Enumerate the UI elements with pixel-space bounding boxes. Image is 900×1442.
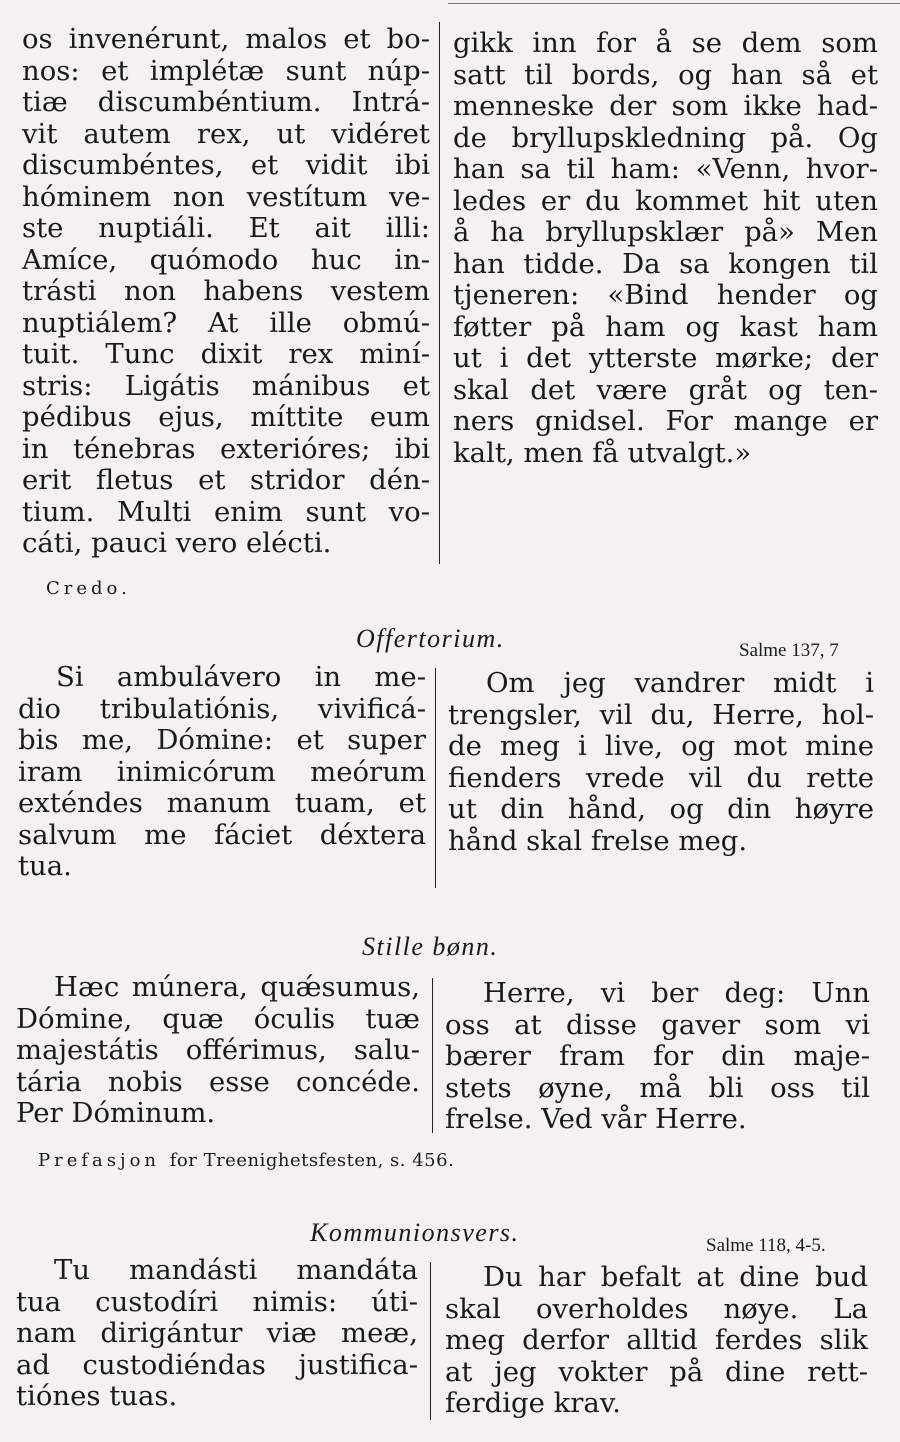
- text-line: majestátis offérimus, salu-: [16, 1034, 420, 1066]
- text-line: Per Dóminum.: [16, 1097, 216, 1129]
- text-line: Du har befalt at dine bud: [483, 1261, 868, 1293]
- text-line: Amíce, quómodo huc in-: [22, 243, 430, 276]
- text-line: at jeg vokter på dine rett-: [445, 1355, 868, 1388]
- text-line: os invenérunt, malos et bo-: [22, 23, 430, 55]
- text-line: salvum me fáciet déxtera: [18, 818, 426, 851]
- text-line: discumbéntes, et vidit ibi: [22, 149, 430, 181]
- text-line: kalt, men få utvalgt.»: [453, 436, 752, 469]
- gospel-norwegian-column: [453, 28, 878, 469]
- text-line: Tu mandásti mandáta: [54, 1254, 418, 1286]
- text-line: erit fletus et stridor dén-: [22, 464, 430, 496]
- column-divider: [430, 1262, 431, 1420]
- text-line: gikk inn for å se dem som: [453, 27, 878, 59]
- text-line: tária nobis esse concéde.: [16, 1065, 420, 1098]
- column-divider: [435, 668, 436, 888]
- offertorium-reference: Salme 137, 7: [739, 640, 839, 661]
- text-line: hånd skal frelse meg.: [448, 824, 748, 857]
- text-line: iram inimicórum meórum: [18, 755, 426, 788]
- secreta-latin-column: [16, 972, 420, 1130]
- text-line: oss at disse gaver som vi: [445, 1008, 870, 1041]
- text-line: å ha bryllupsklær på» Men: [453, 216, 878, 248]
- gospel-latin-column: [22, 24, 430, 560]
- text-line: trásti non habens vestem: [22, 275, 430, 307]
- text-line: exténdes manum tuam, et: [18, 787, 426, 819]
- text-line: meg derfor alltid ferdes slik: [445, 1324, 868, 1356]
- text-line: nos: et implétæ sunt núp-: [22, 54, 430, 87]
- text-line: ad custodiéndas justifica-: [16, 1348, 418, 1381]
- text-line: tuit. Tunc dixit rex miní-: [22, 338, 430, 370]
- text-line: nuptiálem? At ille obmú-: [22, 306, 430, 339]
- text-line: Om jeg vandrer midt i: [486, 667, 874, 699]
- offertorium-latin-column: [18, 662, 426, 883]
- text-line: ut i det ytterste mørke; der: [453, 342, 878, 374]
- prefasjon-rest: for Treenighetsfesten, s. 456.: [169, 1150, 455, 1171]
- text-line: skal det være gråt og ten-: [453, 373, 878, 406]
- text-line: Si ambulávero in me-: [56, 661, 426, 693]
- communio-norwegian-column: [445, 1262, 868, 1420]
- text-line: cáti, pauci vero elécti.: [22, 527, 332, 559]
- text-line: Herre, vi ber deg: Unn: [483, 977, 870, 1009]
- text-line: de meg i live, og mot mine: [448, 730, 874, 762]
- text-line: bis me, Dómine: et super: [18, 724, 426, 756]
- text-line: tua custodíri nimis: úti-: [16, 1285, 418, 1318]
- text-line: ners gnidsel. For mange er: [453, 405, 878, 437]
- text-line: bærer fram for din maje-: [445, 1040, 870, 1072]
- prefasjon-spaced: Prefasjon: [38, 1150, 161, 1171]
- prefasjon-rubric: [38, 1150, 454, 1171]
- text-line: frelse. Ved vår Herre.: [445, 1103, 747, 1135]
- text-line: han tidde. Da sa kongen til: [453, 247, 878, 280]
- text-line: menneske der som ikke had-: [453, 90, 878, 122]
- column-divider: [439, 22, 440, 564]
- text-line: tiæ discumbéntium. Intrá-: [22, 86, 430, 118]
- communio-reference: Salme 118, 4-5.: [706, 1235, 826, 1256]
- credo-rubric: Credo.: [46, 578, 131, 599]
- text-line: tium. Multi enim sunt vo-: [22, 495, 430, 528]
- secreta-norwegian-column: [445, 978, 870, 1136]
- text-line: satt til bords, og han så et: [453, 58, 878, 91]
- text-line: ledes er du kommet hit uten: [453, 184, 878, 217]
- offertorium-heading: Offertorium.: [356, 624, 505, 653]
- text-line: de bryllupskledning på. Og: [453, 121, 878, 154]
- text-line: Hæc múnera, quǽsumus,: [54, 971, 420, 1003]
- top-rule: [448, 3, 900, 4]
- text-line: in ténebras exterióres; ibi: [22, 432, 430, 465]
- column-divider: [432, 978, 433, 1133]
- text-line: skal overholdes nøye. La: [445, 1292, 868, 1325]
- text-line: ut din hånd, og din høyre: [448, 793, 874, 825]
- communio-heading: Kommunionsvers.: [310, 1218, 520, 1247]
- text-line: føtter på ham og kast ham: [453, 310, 878, 343]
- text-line: pédibus ejus, míttite eum: [22, 401, 430, 433]
- secreta-heading: Stille bønn.: [362, 932, 499, 961]
- text-line: hóminem non vestítum ve-: [22, 180, 430, 213]
- communio-latin-column: [16, 1255, 418, 1413]
- text-line: trengsler, vil du, Herre, hol-: [448, 698, 874, 731]
- text-line: tua.: [18, 850, 72, 882]
- text-line: stets øyne, må bli oss til: [445, 1071, 870, 1104]
- offertorium-norwegian-column: [448, 668, 874, 857]
- text-line: fienders vrede vil du rette: [448, 761, 874, 794]
- text-line: tiónes tuas.: [16, 1380, 178, 1412]
- text-line: han sa til ham: «Venn, hvor-: [453, 153, 878, 185]
- text-line: ste nuptiáli. Et ait illi:: [22, 212, 430, 244]
- text-line: dio tribulatiónis, vivificá-: [18, 692, 426, 725]
- text-line: vit autem rex, ut vidéret: [22, 117, 430, 150]
- text-line: tjeneren: «Bind hender og: [453, 279, 878, 311]
- text-line: Dómine, quæ óculis tuæ: [16, 1002, 420, 1035]
- text-line: nam dirigántur viæ meæ,: [16, 1317, 418, 1349]
- text-line: stris: Ligátis mánibus et: [22, 369, 430, 402]
- text-line: ferdige krav.: [445, 1387, 621, 1419]
